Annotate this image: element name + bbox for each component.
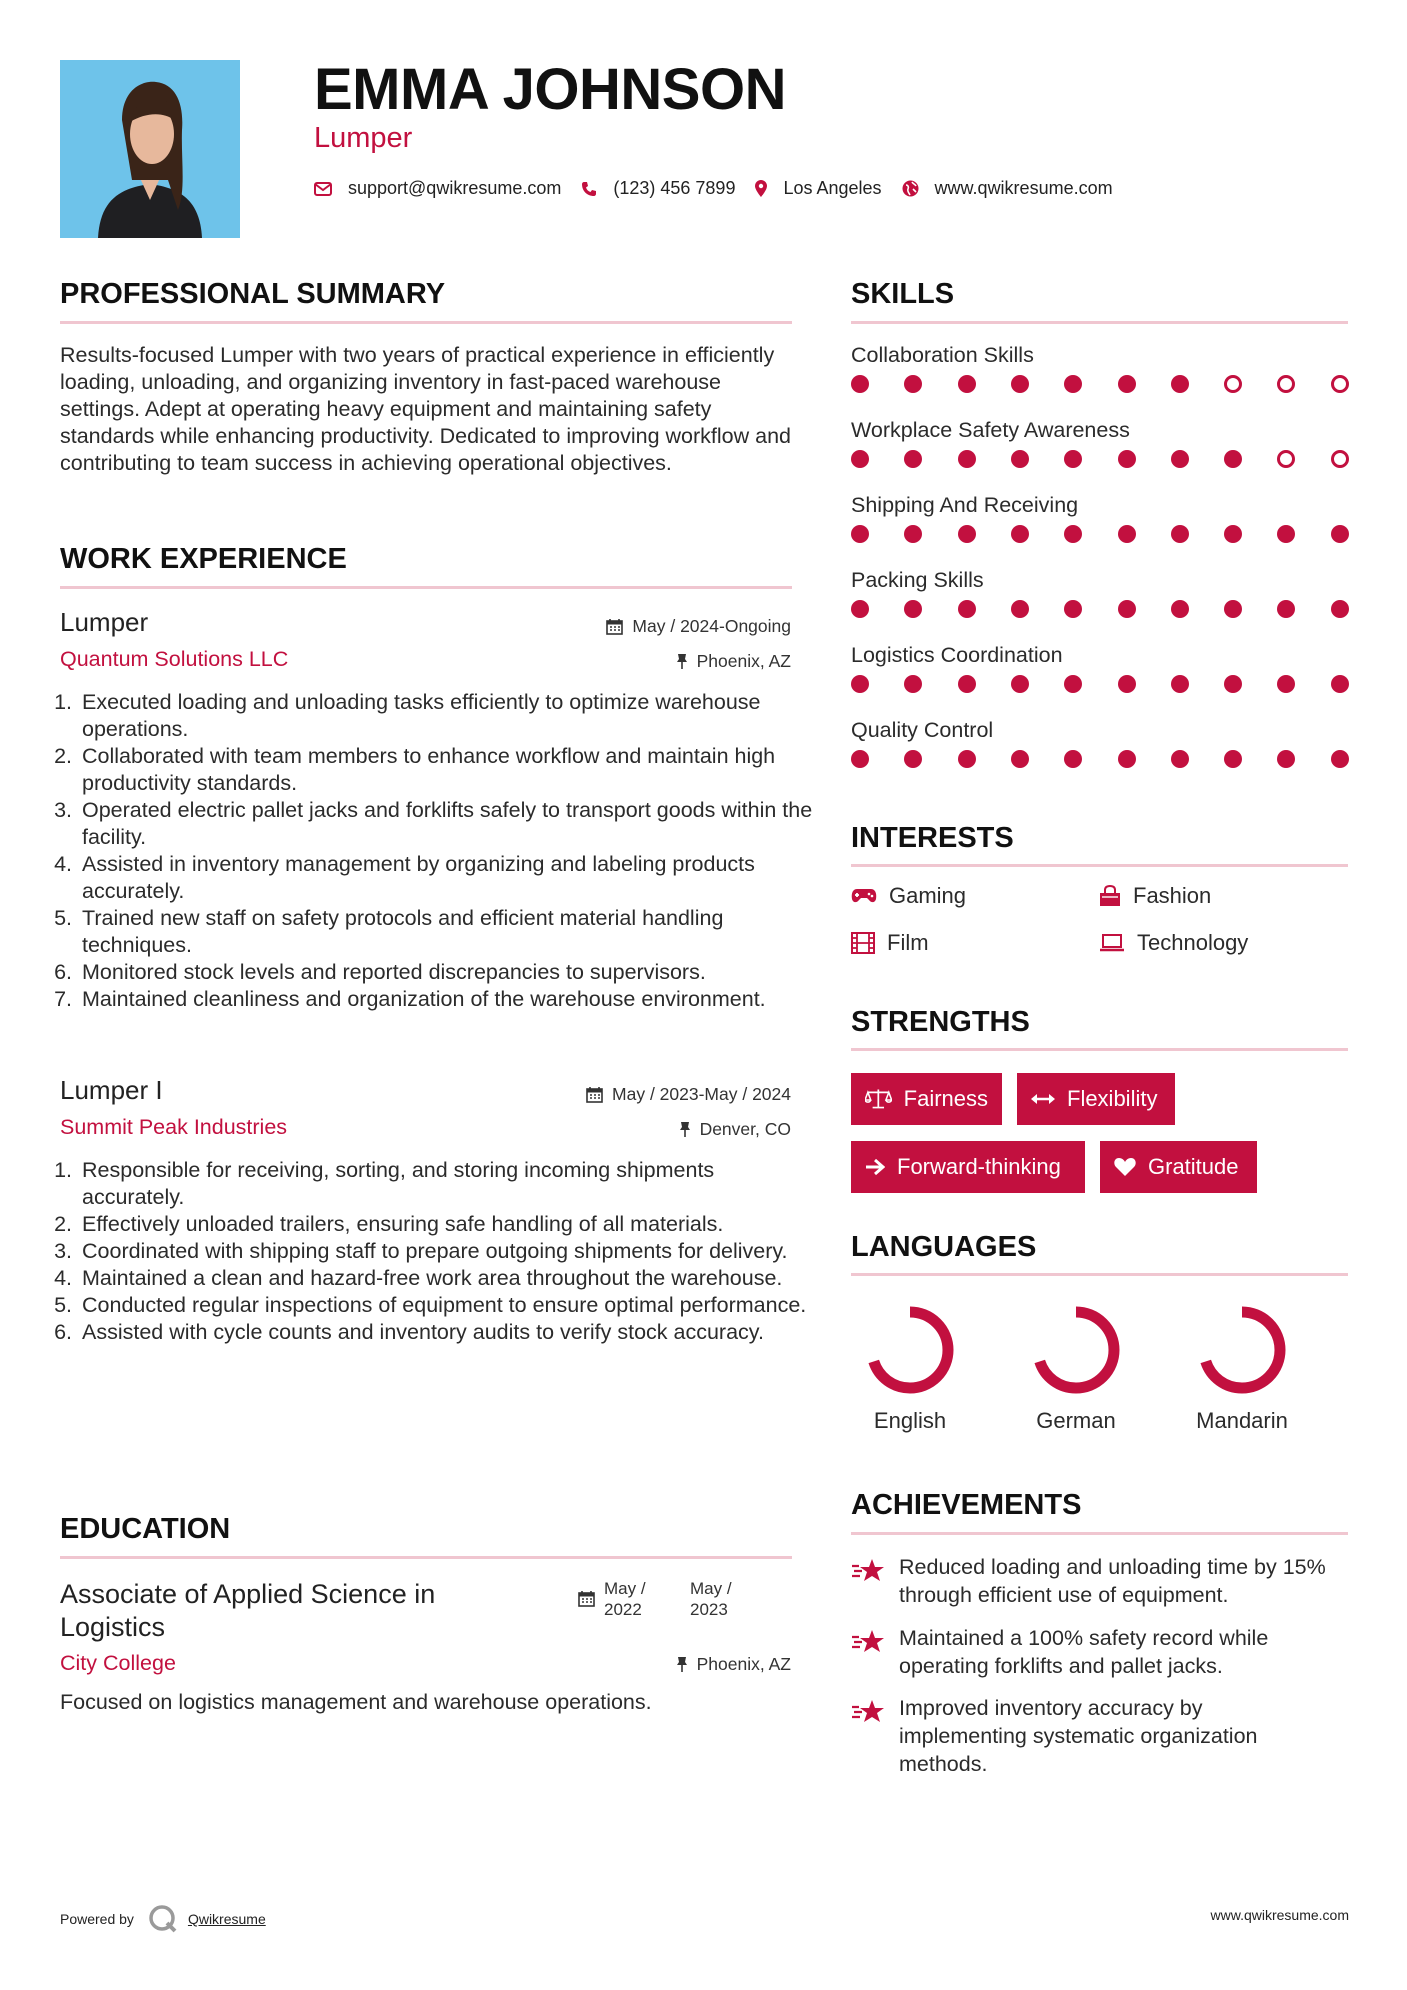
interest-film <box>851 930 929 956</box>
strength-label: Flexibility <box>1067 1086 1158 1111</box>
job-location <box>676 651 791 672</box>
qwikresume-link[interactable]: Qwikresume <box>187 1911 266 1927</box>
interests-heading: INTERESTS <box>851 822 1014 854</box>
skill-dot-filled <box>958 675 976 693</box>
skill-dot-filled <box>1118 750 1136 768</box>
star-medal-icon <box>851 1698 885 1724</box>
skill-dot-filled <box>851 675 869 693</box>
skill-dot-empty <box>1224 375 1242 393</box>
calendar-icon <box>586 1086 603 1103</box>
skill-dot-filled <box>904 450 922 468</box>
candidate-title: Lumper <box>314 122 413 154</box>
strength-fairness <box>851 1073 1002 1125</box>
achievement-item <box>851 1553 1331 1609</box>
skill-dot-filled <box>1064 525 1082 543</box>
experience-divider <box>60 586 792 589</box>
powered-by-text: Powered by <box>60 1911 134 1927</box>
shopping-bag-icon <box>1099 885 1121 907</box>
pushpin-icon <box>679 1121 691 1138</box>
job-company: Quantum Solutions LLC <box>60 647 289 671</box>
job-role: Lumper <box>60 607 149 637</box>
list-item: 2. Effectively unloaded trailers, ensuring safe handling of all materials. <box>78 1211 818 1238</box>
skills-heading: SKILLS <box>851 278 955 310</box>
list-item: 5. Trained new staff on safety protocols and efficient material handling techniques. <box>78 905 818 959</box>
skill-dot-filled <box>1011 450 1029 468</box>
languages-divider <box>851 1273 1348 1276</box>
skill-dot-filled <box>1011 525 1029 543</box>
skill-item <box>851 568 1351 620</box>
skill-dot-filled <box>1224 675 1242 693</box>
skill-dot-empty <box>1331 375 1349 393</box>
language-label: English <box>873 1408 947 1433</box>
phone-icon <box>581 181 597 197</box>
skill-dot-filled <box>1331 600 1349 618</box>
skill-dot-filled <box>851 600 869 618</box>
skill-label: Shipping And Receiving <box>851 493 1079 517</box>
achievements-divider <box>851 1532 1348 1535</box>
contact-website[interactable] <box>902 178 1113 199</box>
strengths-heading: STRENGTHS <box>851 1006 1030 1038</box>
interest-label: Gaming <box>889 883 967 908</box>
language-level-arc <box>872 1312 948 1388</box>
star-medal-icon <box>851 1628 885 1654</box>
contact-phone[interactable] <box>581 178 735 199</box>
achievement-item <box>851 1694 1331 1778</box>
footer-website[interactable]: www.qwikresume.com <box>1210 1907 1349 1923</box>
list-item: 4. Assisted in inventory management by organizing and labeling products accurately. <box>78 851 818 905</box>
star-medal-icon <box>851 1557 885 1583</box>
skill-label: Workplace Safety Awareness <box>851 418 1130 442</box>
skill-dot-filled <box>1171 450 1189 468</box>
skill-dot-filled <box>851 525 869 543</box>
skill-item <box>851 493 1351 545</box>
list-item: 1. Responsible for receiving, sorting, and storing incoming shipments accurately. <box>78 1157 818 1211</box>
language-level-arc <box>1204 1312 1280 1388</box>
skill-dot-empty <box>1277 375 1295 393</box>
website-text: www.qwikresume.com <box>934 178 1113 198</box>
qwikresume-logo-icon <box>148 1904 178 1934</box>
education-divider <box>60 1556 792 1559</box>
skill-dot-filled <box>958 525 976 543</box>
strength-gratitude <box>1100 1141 1257 1193</box>
achievement-text: Maintained a 100% safety record while operating forklifts and pallet jacks. <box>899 1626 1269 1678</box>
skill-dot-filled <box>1064 750 1082 768</box>
skill-dot-filled <box>1224 600 1242 618</box>
skill-dot-filled <box>904 600 922 618</box>
balance-scale-icon <box>865 1088 892 1110</box>
skill-dot-filled <box>1064 450 1082 468</box>
list-item: 5. Conducted regular inspections of equipment to ensure optimal performance. <box>78 1292 818 1319</box>
job-dates-text: May / 2024-Ongoing <box>632 616 791 636</box>
skill-dot-filled <box>1277 525 1295 543</box>
skill-dot-empty <box>1331 450 1349 468</box>
skill-rating <box>851 375 1351 395</box>
interest-label: Film <box>887 930 929 955</box>
skill-dot-filled <box>1171 750 1189 768</box>
strength-label: Fairness <box>903 1086 988 1111</box>
pushpin-icon <box>676 1656 688 1673</box>
achievement-item <box>851 1624 1331 1680</box>
map-pin-icon <box>755 180 767 197</box>
skill-item <box>851 718 1351 770</box>
education-heading: EDUCATION <box>60 1513 231 1545</box>
education-school: City College <box>60 1651 176 1675</box>
skill-rating <box>851 750 1351 770</box>
job-dates-text: May / 2023-May / 2024 <box>612 1084 791 1104</box>
skill-item <box>851 343 1351 395</box>
skill-dot-filled <box>1331 525 1349 543</box>
skill-dot-empty <box>1277 450 1295 468</box>
skill-dot-filled <box>1277 750 1295 768</box>
skill-dot-filled <box>904 375 922 393</box>
strengths-divider <box>851 1048 1348 1051</box>
achievement-text: Reduced loading and unloading time by 15% through efficient use of equipment. <box>899 1555 1326 1607</box>
education-degree: Associate of Applied Science in Logistics <box>60 1579 436 1642</box>
language-item <box>1006 1300 1146 1434</box>
achievements-heading: ACHIEVEMENTS <box>851 1489 1082 1521</box>
skill-label: Logistics Coordination <box>851 643 1063 667</box>
list-item: 3. Coordinated with shipping staff to prepare outgoing shipments for delivery. <box>78 1238 818 1265</box>
skill-dot-filled <box>1011 675 1029 693</box>
education-location-text: Phoenix, AZ <box>696 1654 791 1674</box>
job-location-text: Phoenix, AZ <box>696 651 791 671</box>
laptop-icon <box>1099 934 1125 952</box>
job-role: Lumper I <box>60 1075 163 1105</box>
education-dates <box>578 1578 776 1620</box>
skill-dot-filled <box>1011 600 1029 618</box>
skill-dot-filled <box>1064 375 1082 393</box>
skill-dot-filled <box>1224 525 1242 543</box>
skill-dot-filled <box>1118 450 1136 468</box>
skill-dot-filled <box>1064 600 1082 618</box>
skill-dot-filled <box>1118 675 1136 693</box>
skill-label: Collaboration Skills <box>851 343 1034 367</box>
envelope-icon <box>314 182 332 196</box>
globe-icon <box>902 180 919 197</box>
skill-dot-filled <box>1171 525 1189 543</box>
education-end <box>690 1578 776 1620</box>
interest-label: Fashion <box>1133 883 1212 908</box>
summary-text: Results-focused Lumper with two years of practical experience in efficiently loading, unloading, and organizing inventory in fast-paced warehouse settings. Adept at operating heavy equipment and maintaining safety standards while enhancing productivity. Dedicated to improving workflow and contributing to team success in achieving operational objectives. <box>60 343 791 475</box>
list-item: 7. Maintained cleanliness and organization of the warehouse environment. <box>78 986 818 1013</box>
language-level-ring <box>1192 1300 1292 1400</box>
summary-heading: PROFESSIONAL SUMMARY <box>60 278 446 310</box>
skill-dot-filled <box>851 750 869 768</box>
skill-label: Packing Skills <box>851 568 984 592</box>
skill-label: Quality Control <box>851 718 994 742</box>
job-duties <box>56 689 818 1013</box>
interest-technology <box>1099 930 1248 956</box>
strength-label: Forward-thinking <box>897 1154 1061 1179</box>
skill-dot-filled <box>1118 525 1136 543</box>
skill-dot-filled <box>1011 375 1029 393</box>
skill-dot-filled <box>1331 750 1349 768</box>
job-company: Summit Peak Industries <box>60 1115 288 1139</box>
list-item: 4. Maintained a clean and hazard-free work area throughout the warehouse. <box>78 1265 818 1292</box>
skills-divider <box>851 321 1348 324</box>
education-location <box>676 1654 791 1675</box>
skill-dot-filled <box>958 750 976 768</box>
language-level-arc <box>1038 1312 1114 1388</box>
achievement-text: Improved inventory accuracy by implementing systematic organization methods. <box>899 1696 1258 1776</box>
interest-gaming <box>851 883 966 909</box>
calendar-icon <box>606 618 623 635</box>
pushpin-icon <box>676 653 688 670</box>
language-item <box>1172 1300 1312 1434</box>
skill-rating <box>851 600 1351 620</box>
interest-label: Technology <box>1137 930 1249 955</box>
skill-dot-filled <box>851 375 869 393</box>
contact-email[interactable] <box>314 178 561 199</box>
candidate-name: EMMA JOHNSON <box>314 57 786 122</box>
education-end-line1: May / <box>690 1579 732 1598</box>
footer-powered-by <box>60 1904 266 1934</box>
skill-item <box>851 643 1351 695</box>
skill-rating <box>851 450 1351 470</box>
strength-flexibility <box>1017 1073 1175 1125</box>
list-item: 6. Assisted with cycle counts and inventory audits to verify stock accuracy. <box>78 1319 818 1346</box>
skill-item <box>851 418 1351 470</box>
interest-fashion <box>1099 883 1211 909</box>
location-text: Los Angeles <box>783 178 882 198</box>
arrow-right-icon <box>865 1158 885 1176</box>
list-item: 3. Operated electric pallet jacks and forklifts safely to transport goods within the facility. <box>78 797 818 851</box>
language-level-ring <box>1026 1300 1126 1400</box>
skill-dot-filled <box>904 525 922 543</box>
skill-dot-filled <box>1224 750 1242 768</box>
language-label: Mandarin <box>1196 1408 1288 1433</box>
education-description: Focused on logistics management and warehouse operations. <box>60 1690 652 1714</box>
job-dates <box>606 616 791 637</box>
language-item <box>840 1300 980 1434</box>
strength-forward-thinking <box>851 1141 1085 1193</box>
contact-bar <box>314 178 1133 199</box>
arrows-horizontal-icon <box>1031 1092 1055 1106</box>
skill-dot-filled <box>1171 675 1189 693</box>
skill-dot-filled <box>851 450 869 468</box>
skill-dot-filled <box>1171 600 1189 618</box>
language-label: German <box>1036 1408 1116 1433</box>
summary-divider <box>60 321 792 324</box>
calendar-icon <box>578 1590 595 1607</box>
phone-text: (123) 456 7899 <box>613 178 736 198</box>
language-level-ring <box>860 1300 960 1400</box>
skill-dot-filled <box>904 675 922 693</box>
job-dates <box>586 1084 791 1105</box>
skill-dot-filled <box>1331 675 1349 693</box>
list-item: 6. Monitored stock levels and reported discrepancies to supervisors. <box>78 959 818 986</box>
education-start-line2: 2022 <box>604 1600 642 1619</box>
profile-photo <box>60 60 240 238</box>
skill-dot-filled <box>1224 450 1242 468</box>
skill-dot-filled <box>958 600 976 618</box>
skill-dot-filled <box>958 450 976 468</box>
skill-dot-filled <box>1064 675 1082 693</box>
skill-rating <box>851 525 1351 545</box>
list-item: 2. Collaborated with team members to enhance workflow and maintain high productivity standards. <box>78 743 818 797</box>
skill-dot-filled <box>1171 375 1189 393</box>
job-location-text: Denver, CO <box>699 1119 791 1139</box>
skill-dot-filled <box>1277 600 1295 618</box>
film-icon <box>851 932 875 954</box>
experience-heading: WORK EXPERIENCE <box>60 543 347 575</box>
strength-label: Gratitude <box>1148 1154 1239 1179</box>
education-start <box>604 1578 690 1620</box>
skill-dot-filled <box>904 750 922 768</box>
education-start-line1: May / <box>604 1579 646 1598</box>
skill-dot-filled <box>1118 375 1136 393</box>
list-item: 1. Executed loading and unloading tasks efficiently to optimize warehouse operations. <box>78 689 818 743</box>
job-location <box>679 1119 791 1140</box>
languages-heading: LANGUAGES <box>851 1231 1037 1263</box>
skill-rating <box>851 675 1351 695</box>
job-duties <box>56 1157 818 1346</box>
skill-dot-filled <box>1118 600 1136 618</box>
education-end-line2: 2023 <box>690 1600 728 1619</box>
skill-dot-filled <box>1011 750 1029 768</box>
heart-icon <box>1114 1157 1136 1177</box>
email-text: support@qwikresume.com <box>348 178 562 198</box>
skill-dot-filled <box>958 375 976 393</box>
interests-divider <box>851 864 1348 867</box>
contact-location <box>755 178 881 199</box>
skill-dot-filled <box>1277 675 1295 693</box>
gamepad-icon <box>851 887 877 905</box>
